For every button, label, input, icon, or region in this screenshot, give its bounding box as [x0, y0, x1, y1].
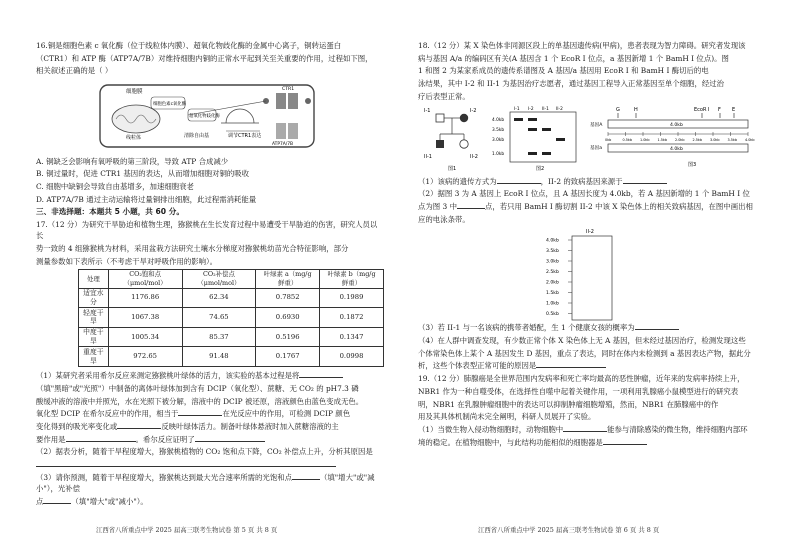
- scale-ticks: [605, 132, 755, 142]
- table-cell: 0.1872: [320, 308, 384, 328]
- table-cell: 适宜水分: [79, 288, 109, 308]
- table-cell: 轻度干旱: [79, 308, 109, 328]
- q16-option-d: D. ATP7A/7B 通过主动运输将过量铜排出细胞，此过程需消耗能量: [36, 194, 257, 204]
- q18-stem: 病与基因 A/a 的编码区有关(A 基因含 1 个 EcoR I 位点，a 基因新增 1 个 BamH I 位点)。图: [418, 53, 729, 63]
- table-header: CO₂饱和点（μmol/mol）: [108, 269, 182, 288]
- q18-part4: 个体常染色体上某个 A 基因发生 D 基因，重点了表达，同时在体内未检测到 a 基因表达产物，据此分: [418, 348, 751, 358]
- q17-stem: 17.（12 分）为研究干旱胁迫和植物生理，猕猴桃在生长发育过程中易遭受干旱胁迫的伤害，研究人员以长: [36, 220, 378, 241]
- gel2-tick-label: 3.5kb: [546, 249, 559, 255]
- q16-option-a: A. 铜缺乏会影响有氧呼吸的第三阶段，导致 ATP 合成减少: [36, 156, 229, 166]
- regulate-label: 调节CTR1表达: [228, 132, 262, 139]
- q18-part2: （2）据图 3 为 A 基因上 EcoR I 位点，且 A 基因长度为 4.0kb，若 A 基因新增的 1 个 BamH I 位: [418, 189, 750, 199]
- q17-text: （1）某研究者采用希尔反应来测定猕猴桃叶绿体的活力，该实验的基本过程是将: [36, 371, 300, 381]
- clear-label: 清除自由基: [184, 132, 210, 139]
- answer-blank[interactable]: [536, 360, 606, 368]
- gel-band: [528, 118, 537, 121]
- answer-blank[interactable]: [563, 424, 607, 432]
- q18-answer-gel: [538, 226, 766, 322]
- q18-text: ，II-2 的致病基因来源于: [540, 176, 623, 186]
- q18-part4: [418, 360, 766, 371]
- q18-text: 析，这些个体表型正常可能的原因是: [418, 361, 537, 371]
- gel-kb: 4.0kb: [492, 117, 505, 123]
- q18-part2: 应的电泳条带。: [418, 214, 470, 224]
- answer-blank[interactable]: [623, 176, 667, 184]
- scale-tick-label: 1.0kb: [640, 137, 650, 142]
- gel-band: [528, 152, 537, 155]
- q17-part3: [36, 496, 384, 507]
- site-label: H: [634, 106, 638, 113]
- gel-lane: II-2: [556, 106, 563, 112]
- q16-option-b: B. 铜过量时，促进 CTR1 基因的表达，从而增加细胞对铜的吸收: [36, 169, 250, 179]
- q17-text: 氧化型 DCIP 在希尔反应中的作用，相当于: [36, 409, 179, 419]
- q18-part4: （4）在人群中调查发现，有少数正常个体 X 染色体上无 A 基因，但未经过基因治疗，检测发现这些: [418, 336, 746, 346]
- table-cell: 1176.86: [108, 288, 182, 308]
- q18-figure-svg: [418, 104, 766, 176]
- gel2-tick-label: 1.0kb: [546, 301, 559, 307]
- gel-kb: 3.5kb: [492, 127, 505, 133]
- q18-figures: [418, 104, 766, 176]
- gel2-tick-label: 2.0kb: [546, 280, 559, 286]
- q16-stem: 16.铜是细胞色素 c 氧化酶（位于线粒体内膜）、超氧化物歧化酶的金属中心离子，铜转运蛋白: [36, 41, 342, 50]
- gene-length: 4.0kb: [670, 146, 683, 152]
- ped-label: II-2: [470, 153, 478, 160]
- site-label: E: [732, 106, 736, 113]
- q19-text: （1）当微生物入侵动物细胞时，动物细胞中: [418, 424, 564, 434]
- q18-stem: 18.（12 分）某 X 染色体非同源区段上的单基因遗传病(甲病)，患者表现为智力障碍。研究者发现该: [418, 41, 746, 50]
- table-row: [79, 347, 384, 367]
- table-header: 处理: [79, 269, 109, 288]
- gel2-tick-label: 3.0kb: [546, 259, 559, 265]
- table-cell: 0.1767: [256, 347, 320, 367]
- gel-band: [528, 128, 537, 131]
- q19-part1: [418, 424, 766, 435]
- table-cell: 重度干旱: [79, 347, 109, 367]
- q17-text: 。希尔反应证明了: [135, 434, 195, 444]
- table-cell: 1005.34: [108, 327, 182, 347]
- answer-blank[interactable]: [635, 322, 679, 330]
- gel-band: [542, 128, 551, 131]
- site-label: F: [718, 106, 721, 113]
- answer-blank[interactable]: [497, 176, 541, 184]
- gel-band: [514, 118, 523, 121]
- answer-blank[interactable]: [66, 434, 136, 442]
- pedigree-female: [460, 113, 468, 121]
- scale-tick-label: 1.5kb: [657, 137, 668, 142]
- q17-part2: [36, 459, 384, 470]
- gel2-lane: II-2: [586, 229, 594, 236]
- gel-lane: I-1: [514, 106, 520, 112]
- table-header: 叶绿素 a（mg/g 鲜重）: [256, 269, 320, 288]
- q19-stem: 用及其具体机制尚未完全阐明，科研人员展开了实验。: [418, 412, 596, 422]
- q16-option-c: C. 细胞中缺铜会导致自由基增多，加速细胞衰老: [36, 181, 194, 191]
- q19-stem: 19.（12 分）肺腺癌是全世界范围内发病率和死亡率均最高的恶性肿瘤，近年来的发病率持续上升，: [418, 374, 745, 384]
- answer-gel-svg: [538, 226, 658, 322]
- scale-tick-label: 4.0kb: [745, 137, 755, 142]
- fig1-caption: 图1: [448, 165, 457, 172]
- scale-tick-label: 3.0kb: [710, 137, 720, 142]
- table-row: [79, 288, 384, 308]
- q16-figure: [96, 79, 326, 153]
- fig2-caption: 图2: [536, 165, 545, 172]
- q17-part1: [36, 421, 384, 432]
- q17-stem: 测量参数如下表所示（不考虑干旱对呼吸作用的影响）。: [36, 256, 218, 266]
- gel-band: [542, 152, 551, 155]
- answer-blank[interactable]: [195, 434, 265, 442]
- gel-lane: II-1: [542, 106, 549, 112]
- answer-blank[interactable]: [43, 496, 71, 504]
- q17-text: （3）请你预测，随着干旱程度增大，猕猴桃达到最大光合速率所需的光饱和点: [36, 472, 292, 482]
- ped-label: II-1: [424, 153, 432, 160]
- q18-stem: 泳结果，其中 I-2 和 II-1 为基因治疗志愿者，通过基因工程导入正常基因至单个细胞，经过治: [418, 79, 725, 89]
- gel-band: [556, 138, 565, 141]
- q18-text: （1）该病的遗传方式为: [418, 176, 497, 186]
- pedigree-male: [436, 140, 444, 148]
- q17-table: [78, 269, 384, 367]
- q17-part1: [36, 370, 384, 381]
- cell-diagram: [96, 79, 326, 153]
- q18-part3: [418, 322, 766, 333]
- q16-stem: 相关叙述正确的是（ ）: [36, 66, 113, 76]
- gene-length: 4.0kb: [670, 122, 683, 128]
- table-cell: 74.65: [182, 308, 256, 328]
- scale-tick-label: 0.5kb: [622, 137, 633, 142]
- q17-part1: [36, 408, 384, 419]
- q19-text: 能参与清除感染的微生物，维持细胞内部环: [607, 424, 748, 434]
- q17-text: 点: [36, 496, 44, 506]
- answer-blank[interactable]: [457, 201, 485, 209]
- q18-text: 点为图 3 中: [418, 201, 457, 211]
- table-cell: 中度干旱: [79, 327, 109, 347]
- table-cell: 0.6930: [256, 308, 320, 328]
- q19-stem: 明，NBR1 在乳腺肿瘤细胞中的表达可以抑制肿瘤细胞增殖，然而，NBR1 在肺腺癌中的作: [418, 399, 719, 409]
- answer-blank[interactable]: [178, 408, 222, 416]
- q18-text: 点，若只用 BamH I 酶切割 II-2 中该 X 染色体上的相关致病基因，在图中画出相: [484, 201, 753, 211]
- answer-blank[interactable]: [292, 472, 320, 480]
- answer-blank[interactable]: [36, 459, 336, 467]
- gel2-tick-label: 0.5kb: [546, 312, 559, 318]
- table-row: [79, 308, 384, 328]
- site-label: EcoR I: [694, 106, 710, 113]
- atp7-label: ATP7A/7B: [272, 141, 294, 147]
- q19-text: 境的稳定。在植物细胞中，与此结构功能相似的细胞器是: [418, 437, 603, 447]
- right-footer: 江西省八所重点中学 2025 届高三联考生物试卷 第 6 页 共 8 页: [478, 526, 660, 535]
- answer-gel-box[interactable]: [572, 236, 612, 320]
- ped-label: I-1: [424, 107, 431, 114]
- q18-part1: [418, 176, 766, 187]
- right-page: [418, 40, 766, 449]
- gel-kb: 3.0kb: [492, 137, 505, 143]
- answer-blank[interactable]: [117, 421, 161, 429]
- q16-stem: （CTR1）和 ATP 酶（ATP7A/7B）对维持细胞内铜的正常水平起到关至关重要的作用，过程如下图，: [36, 53, 373, 63]
- q17-part1: [36, 434, 384, 445]
- q17-stem: 势一致的 4 组猕猴桃为材料，采用盆栽方法研究土壤水分梯度对猕猴桃幼苗光合特征影响，部分: [36, 244, 349, 254]
- membrane-label: 细胞膜: [126, 88, 143, 95]
- q17-part3: [36, 472, 384, 494]
- q18-stem: 疗后表型正常。: [418, 91, 470, 101]
- gel2-ticks: [546, 238, 572, 318]
- q17-text: （填"增大"或"减小"），光补偿: [36, 472, 375, 493]
- gel2-tick-label: 2.5kb: [546, 270, 559, 276]
- gel-lane: I-2: [528, 106, 534, 112]
- table-cell: 0.1347: [320, 327, 384, 347]
- sod-label: 超氧化物歧化酶: [189, 113, 220, 119]
- q18-stem: 1 和图 2 为某家系成员的遗传系谱图及 A 基因/a 基因用 EcoR I 和 BamH I 酶切后的电: [418, 66, 709, 76]
- gene-b-label: 基因a: [590, 145, 603, 151]
- pedigree-male: [436, 114, 444, 122]
- left-footer: 江西省八所重点中学 2025 届高三联考生物试卷 第 5 页 共 8 页: [96, 526, 278, 535]
- q19-part1: [418, 437, 766, 448]
- table-cell: 0.0998: [320, 347, 384, 367]
- q17-text: 在光反应中的作用，可检测 DCIP 颜色: [222, 409, 351, 419]
- table-cell: 91.48: [182, 347, 256, 367]
- q17-text: 变化得到的吸光率变化或: [36, 421, 118, 431]
- q18-text: （3）若 II-1 与一名该病的携带者婚配，生 1 个健康女孩的概率为: [418, 323, 635, 333]
- q17-text: （填"增大"或"减小"）。: [71, 496, 148, 506]
- table-cell: 972.65: [108, 347, 182, 367]
- answer-blank[interactable]: [603, 437, 647, 445]
- table-cell: 0.5196: [256, 327, 320, 347]
- scale-tick-label: 2.0kb: [675, 137, 685, 142]
- ctr1-label: CTR1: [282, 86, 295, 92]
- ped-label: I-2: [470, 107, 477, 114]
- gene-a-label: 基因A: [590, 122, 603, 128]
- table-cell: 85.37: [182, 327, 256, 347]
- table-header: 叶绿素 b（mg/g 鲜重）: [320, 269, 384, 288]
- table-cell: 0.1989: [320, 288, 384, 308]
- q17-part1: 酸缓冲液的溶液中并照光，水在光照下被分解，溶液中的 DCIP 被还原，溶液颜色由蓝色变成无色。: [36, 396, 364, 406]
- scale-tick-label: 3.5kb: [727, 137, 738, 142]
- table-row: [79, 327, 384, 347]
- table-cell: 0.7852: [256, 288, 320, 308]
- scale-tick-label: 0kb: [605, 137, 612, 142]
- table-cell: 62.34: [182, 288, 256, 308]
- table-cell: 1067.38: [108, 308, 182, 328]
- gel-kb: 1.0kb: [492, 151, 505, 157]
- site-label: G: [616, 106, 620, 113]
- q18-part2: [418, 201, 766, 212]
- fig3-caption: 图3: [688, 161, 697, 168]
- gel2-tick-label: 1.5kb: [546, 291, 559, 297]
- gel2-tick-label: 4.0kb: [546, 238, 559, 244]
- q17-text: 反映叶绿体活力。制备叶绿体悬液时加入蔗糖溶液的主: [161, 421, 339, 431]
- left-page: [36, 40, 384, 508]
- q17-text: 要作用是: [36, 434, 66, 444]
- pedigree-female: [460, 139, 468, 147]
- answer-blank[interactable]: [299, 370, 343, 378]
- q17-part1: （填"黑暗"或"光照"）中制备的离体叶绿体加到含有 DCIP（氧化型）、蔗糖、无 CO₂ 的 pH7.3 磷: [36, 383, 359, 393]
- section-heading: 三、非选择题：本题共 5 小题，共 60 分。: [36, 207, 184, 217]
- cytc-label: 细胞色素c氧化酶: [153, 101, 187, 107]
- scale-tick-label: 2.5kb: [692, 137, 703, 142]
- mito-label: 线粒体: [126, 134, 142, 141]
- table-header: CO₂补偿点（μmol/mol）: [182, 269, 256, 288]
- q17-part2: （2）据表分析，随着干旱程度增大，猕猴桃植物的 CO₂ 饱和点下降，CO₂ 补偿点上升，分析其原因是: [36, 447, 373, 457]
- q19-stem: NBR1 作为一种自噬受体，在选择性自噬中起着关键作用，一项利用乳腺癌小鼠模型进行的研究表: [418, 386, 739, 396]
